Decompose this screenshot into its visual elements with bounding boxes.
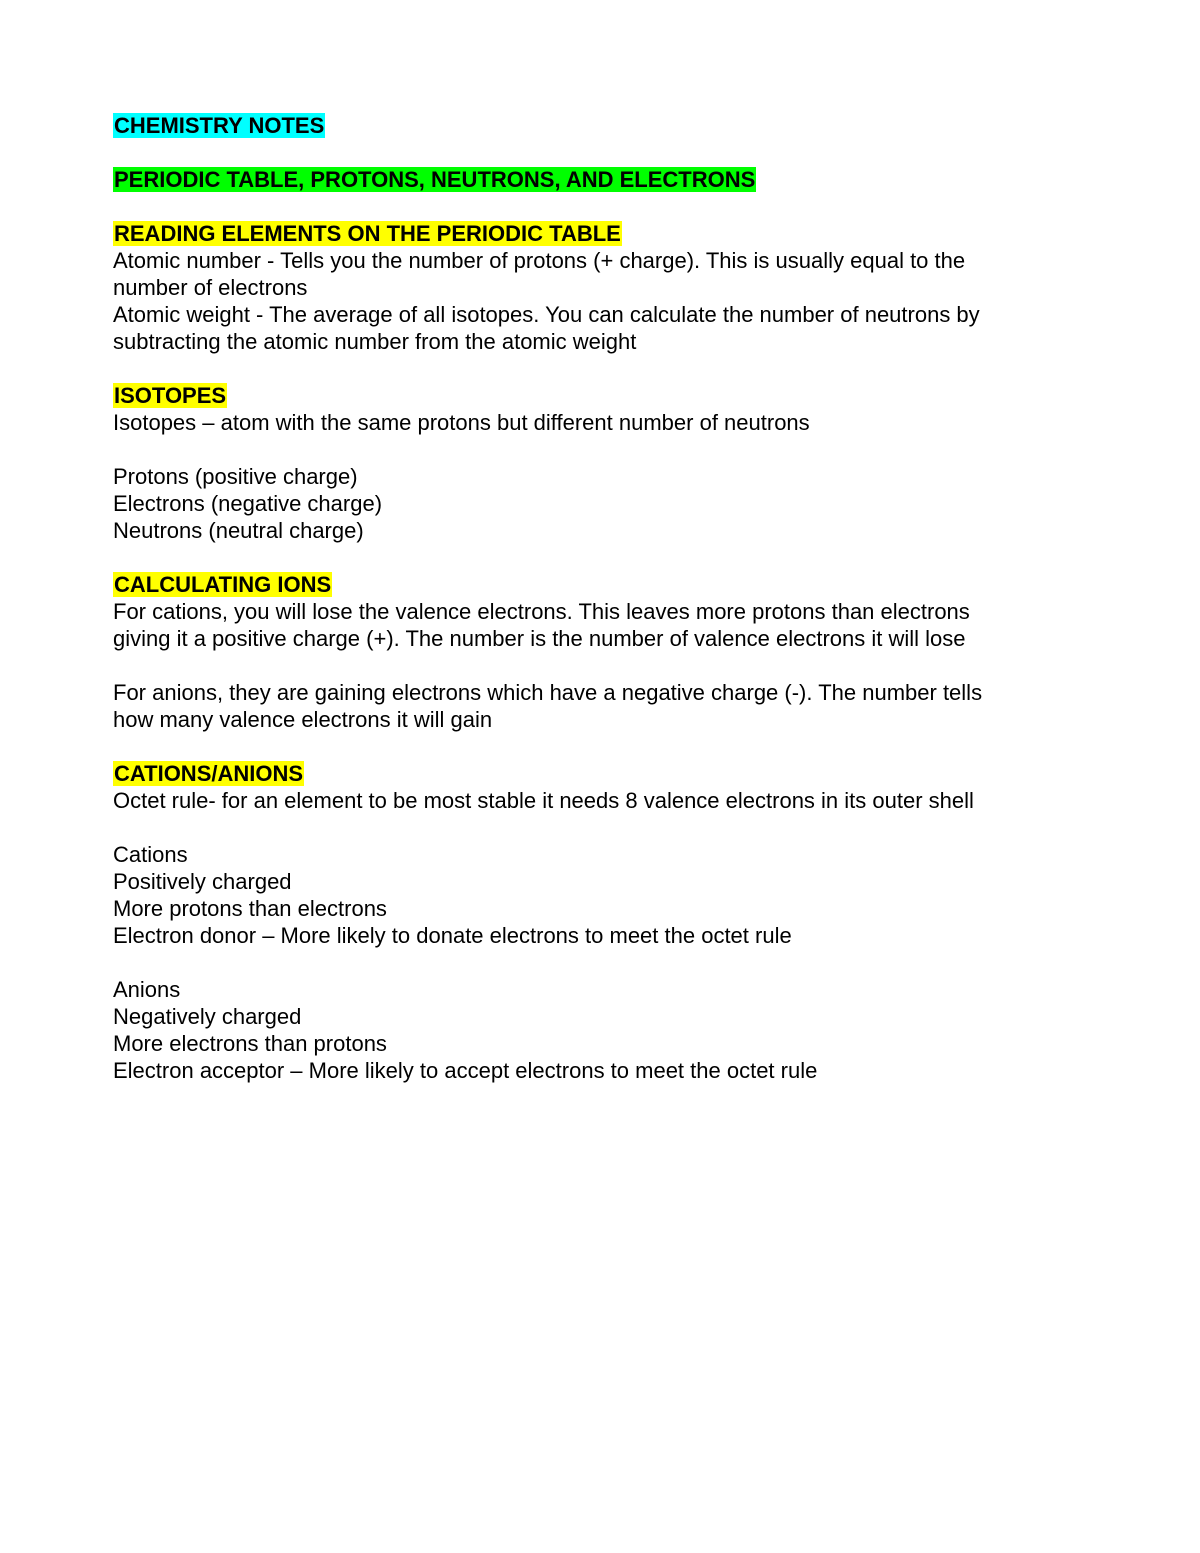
spacer	[113, 544, 1113, 571]
text-line: For anions, they are gaining electrons which have a negative charge (-). The number tells	[113, 680, 983, 705]
spacer	[113, 193, 1113, 220]
particle-item: Electrons (negative charge)	[113, 491, 383, 516]
list-item: Electron donor – More likely to donate electrons to meet the octet rule	[113, 923, 792, 948]
document-title: CHEMISTRY NOTES	[114, 113, 325, 138]
spacer	[113, 733, 1113, 760]
section-heading-calculating-ions: CALCULATING IONS	[114, 572, 332, 597]
isotopes-heading-line	[113, 382, 1113, 409]
octet-rule-text: Octet rule- for an element to be most stable it needs 8 valence electrons in its outer shell	[113, 788, 974, 813]
text-line: giving it a positive charge (+). The number is the number of valence electrons it will lose	[113, 626, 966, 651]
spacer	[113, 436, 1113, 463]
section-heading-isotopes: ISOTOPES	[114, 383, 227, 408]
section-heading-reading: READING ELEMENTS ON THE PERIODIC TABLE	[114, 221, 621, 246]
list-item: Electron acceptor – More likely to accept electrons to meet the octet rule	[113, 1058, 818, 1083]
particle-item: Neutrons (neutral charge)	[113, 518, 364, 543]
text-line: Atomic number - Tells you the number of protons (+ charge). This is usually equal to the	[113, 248, 966, 273]
text-line: subtracting the atomic number from the atomic weight	[113, 329, 637, 354]
subtitle-line	[113, 166, 1113, 193]
spacer	[113, 355, 1113, 382]
spacer	[113, 139, 1113, 166]
list-item: More electrons than protons	[113, 1031, 387, 1056]
list-item: More protons than electrons	[113, 896, 387, 921]
particle-item: Protons (positive charge)	[113, 464, 358, 489]
reading-heading-line	[113, 220, 1113, 247]
section-heading-cations-anions: CATIONS/ANIONS	[114, 761, 304, 786]
list-item: Cations	[113, 842, 188, 867]
text-line: number of electrons	[113, 275, 308, 300]
list-item: Positively charged	[113, 869, 292, 894]
cations-anions-heading-line	[113, 760, 1113, 787]
document-subtitle: PERIODIC TABLE, PROTONS, NEUTRONS, AND ELECTRONS	[114, 167, 756, 192]
calculating-ions-heading-line	[113, 571, 1113, 598]
title-line	[113, 112, 1113, 139]
list-item: Negatively charged	[113, 1004, 302, 1029]
spacer	[113, 814, 1113, 841]
text-line: how many valence electrons it will gain	[113, 707, 493, 732]
document-body	[113, 112, 1113, 1084]
text-line: For cations, you will lose the valence electrons. This leaves more protons than electrons	[113, 599, 970, 624]
spacer	[113, 949, 1113, 976]
isotopes-definition: Isotopes – atom with the same protons but different number of neutrons	[113, 410, 810, 435]
spacer	[113, 652, 1113, 679]
text-line: Atomic weight - The average of all isotopes. You can calculate the number of neutrons by	[113, 302, 980, 327]
list-item: Anions	[113, 977, 181, 1002]
